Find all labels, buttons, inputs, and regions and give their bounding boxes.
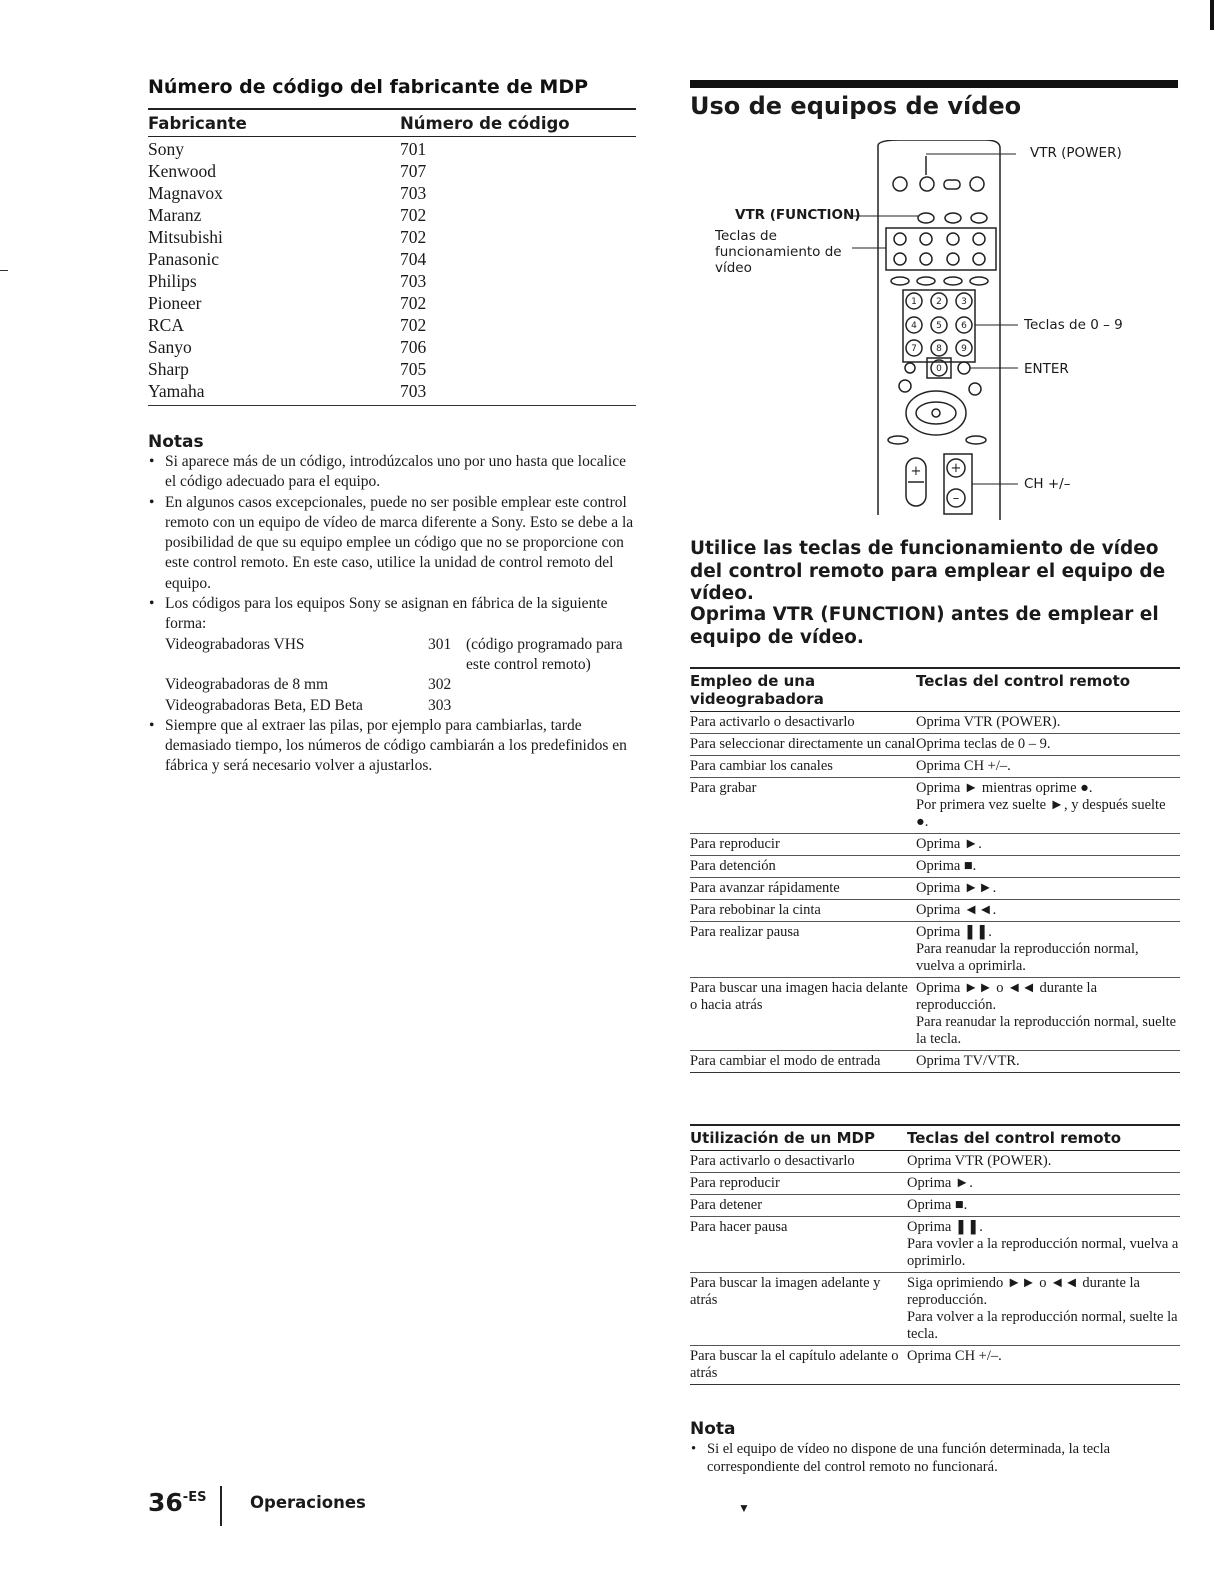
section-rule: [690, 80, 1178, 88]
action-cell: Para grabar: [690, 780, 757, 796]
manufacturer-code: 703: [400, 381, 427, 401]
table-row: [690, 878, 1180, 900]
key-instruction: Oprima teclas de 0 – 9.: [916, 736, 1051, 752]
action-cell: Para reproducir: [690, 1175, 780, 1191]
label-vtr-function: VTR (FUNCTION): [735, 207, 861, 223]
device-code: 301: [428, 635, 452, 653]
svg-text:6: 6: [961, 321, 967, 331]
table-row: [690, 900, 1180, 922]
device-code: 302: [428, 676, 452, 694]
table-header: [690, 1126, 1180, 1151]
key-instruction: Para vovler a la reproducción normal, vuelva a oprimirlo.: [907, 1236, 1179, 1269]
table-row: [690, 778, 1180, 834]
sony-code-row: [148, 635, 636, 676]
table-row: [148, 248, 636, 270]
table-row: [148, 314, 636, 336]
table-row: [148, 182, 636, 204]
key-instruction: Para reanudar la reproducción normal, suelte la tecla.: [916, 1014, 1177, 1047]
vtr-operations-table: [690, 667, 1180, 1073]
table-row: [148, 160, 636, 182]
notes-list: [148, 452, 636, 777]
manufacturer-code: 704: [400, 249, 427, 269]
keys-cell: [916, 1053, 1180, 1070]
key-instruction: Para reanudar la reproducción normal, vuelva a oprimirla.: [916, 941, 1139, 974]
table-row: [690, 756, 1180, 778]
col-header-keys: Teclas del control remoto: [916, 672, 1131, 690]
key-instruction: Para volver a la reproducción normal, suelte la tecla.: [907, 1309, 1178, 1342]
action-cell: Para buscar la imagen adelante y atrás: [690, 1275, 881, 1308]
note-item: • En algunos casos excepcionales, puede no ser posible emplear este control remoto con un equipo de vídeo de marca diferente a Sony. Esto se debe a la posibilidad de que su equipo emplee un código que no se proporcione con este control remoto. En este caso, utilice la unidad de control remoto del equipo.: [148, 493, 636, 594]
note-item: • Los códigos para los equipos Sony se asignan en fábrica de la siguiente forma:: [148, 594, 636, 635]
table-row: [148, 226, 636, 248]
table-body: [690, 1151, 1180, 1384]
key-instruction: Oprima TV/VTR.: [916, 1053, 1020, 1069]
edge-mark: [1210, 0, 1214, 30]
table-row: [690, 978, 1180, 1051]
key-instruction: Por primera vez suelte ►, y después suelte ●.: [916, 797, 1166, 830]
manufacturer-code: 702: [400, 315, 427, 335]
device-label: Videograbadoras Beta, ED Beta: [165, 696, 363, 714]
table-row: [148, 270, 636, 292]
action-cell: Para activarlo o desactivarlo: [690, 714, 855, 730]
key-instruction: Oprima VTR (POWER).: [907, 1153, 1052, 1169]
note-item: • Si aparece más de un código, introdúzcalos uno por uno hasta que localice el código adecuado para el equipo.: [148, 452, 636, 493]
key-instruction: Oprima ■.: [907, 1197, 968, 1213]
table-row: [148, 358, 636, 380]
table-row: [690, 834, 1180, 856]
manufacturer-code: 705: [400, 359, 427, 379]
manufacturer-name: Yamaha: [148, 381, 205, 401]
instruction-use-keys: Utilice las teclas de funcionamiento de vídeo del control remoto para emplear el equipo de vídeo.: [690, 538, 1166, 604]
sony-code-row: [148, 675, 636, 695]
svg-text:0: 0: [936, 364, 942, 374]
keys-cell: [916, 858, 1180, 875]
table-row: [148, 336, 636, 358]
manufacturer-name: Panasonic: [148, 249, 219, 269]
label-enter: ENTER: [1024, 361, 1069, 377]
page-number-value: 36: [148, 1488, 183, 1517]
table-row: [148, 138, 636, 160]
table-row: [690, 734, 1180, 756]
manufacturer-code: 702: [400, 205, 427, 225]
manufacturer-code: 702: [400, 227, 427, 247]
manufacturer-name: Sharp: [148, 359, 189, 379]
keys-cell: [916, 758, 1180, 775]
key-instruction: Oprima CH +/–.: [916, 758, 1011, 774]
page-number: [148, 1488, 206, 1517]
svg-text:2: 2: [936, 297, 942, 307]
table-row: [690, 1195, 1180, 1217]
table-row: [690, 1051, 1180, 1072]
action-cell: Para avanzar rápidamente: [690, 880, 840, 896]
action-cell: Para detener: [690, 1197, 763, 1213]
manufacturer-name: RCA: [148, 315, 184, 335]
action-cell: Para detención: [690, 858, 776, 874]
manufacturer-name: Mitsubishi: [148, 227, 223, 247]
svg-text:8: 8: [936, 344, 942, 354]
action-cell: Para reproducir: [690, 836, 780, 852]
key-instruction: Oprima ► mientras oprime ●.: [916, 780, 1093, 796]
sony-codes-list: [148, 635, 636, 716]
col-header-action: Empleo de una videograbadora: [690, 672, 824, 708]
svg-text:5: 5: [936, 321, 942, 331]
table-row: [690, 1273, 1180, 1346]
mdp-operations-table: [690, 1124, 1180, 1385]
label-vtr-power: VTR (POWER): [1030, 145, 1122, 161]
notes-title: Notas: [148, 432, 204, 452]
manufacturer-name: Sony: [148, 139, 184, 159]
keys-cell: [907, 1275, 1180, 1343]
svg-text:–: –: [952, 491, 960, 506]
keys-cell: [916, 980, 1180, 1048]
key-instruction: Oprima ◄◄.: [916, 902, 997, 918]
table-header: [148, 110, 636, 137]
svg-text:7: 7: [911, 344, 917, 354]
table-row: [690, 1151, 1180, 1173]
device-code: 303: [428, 696, 452, 714]
device-label: Videograbadoras de 8 mm: [165, 676, 329, 694]
svg-text:1: 1: [911, 297, 917, 307]
svg-text:+: +: [950, 461, 962, 476]
col-header-code: Número de código: [400, 114, 570, 133]
svg-text:9: 9: [961, 344, 967, 354]
keys-cell: [907, 1197, 1180, 1214]
table-row: [148, 204, 636, 226]
action-cell: Para rebobinar la cinta: [690, 902, 821, 918]
manufacturer-name: Maranz: [148, 205, 202, 225]
action-cell: Para seleccionar directamente un canal: [690, 736, 916, 752]
mfr-code-title: Número de código del fabricante de MDP: [148, 76, 589, 98]
svg-text:+: +: [910, 464, 922, 479]
manufacturer-name: Philips: [148, 271, 197, 291]
label-number-keys: Teclas de 0 – 9: [1024, 317, 1123, 333]
manufacturer-code: 701: [400, 139, 427, 159]
footer-divider: [220, 1486, 222, 1526]
col-header-manufacturer: Fabricante: [148, 114, 247, 133]
manufacturer-code: 702: [400, 293, 427, 313]
section-title: Uso de equipos de vídeo: [690, 92, 1022, 120]
table-row: [148, 380, 636, 402]
table-body: [148, 137, 636, 405]
manufacturer-name: Sanyo: [148, 337, 192, 357]
keys-cell: [916, 736, 1180, 753]
key-instruction: Oprima ►.: [916, 836, 982, 852]
note-item: • Siempre que al extraer las pilas, por ejemplo para cambiarlas, tarde demasiado tiempo, los números de código cambiarán a los predefinidos en fábrica y será necesario volver a ajustarlos.: [148, 716, 636, 777]
manufacturer-code: 706: [400, 337, 427, 357]
table-row: [690, 712, 1180, 734]
manufacturer-name: Magnavox: [148, 183, 223, 203]
manufacturer-name: Kenwood: [148, 161, 217, 181]
keys-cell: [916, 924, 1180, 975]
manufacturer-code: 703: [400, 183, 427, 203]
keys-cell: [916, 902, 1180, 919]
sony-code-row: [148, 696, 636, 716]
manufacturer-name: Pioneer: [148, 293, 202, 313]
key-instruction: Oprima ❚❚.: [907, 1219, 983, 1235]
table-header: [690, 669, 1180, 712]
keys-cell: [916, 780, 1180, 831]
keys-cell: [907, 1219, 1180, 1270]
key-instruction: Oprima ►.: [907, 1175, 973, 1191]
manufacturer-code: 707: [400, 161, 427, 181]
table-row: [690, 1217, 1180, 1273]
keys-cell: [916, 836, 1180, 853]
instruction-press-vtr-function: Oprima VTR (FUNCTION) antes de emplear el equipo de vídeo.: [690, 604, 1159, 648]
table-row: [690, 1346, 1180, 1384]
remote-control-illustration: [700, 140, 1170, 530]
keys-cell: [916, 714, 1180, 731]
manufacturer-code: 703: [400, 271, 427, 291]
keys-cell: [907, 1153, 1180, 1170]
col-header-action: Utilización de un MDP: [690, 1129, 875, 1147]
key-instruction: Oprima VTR (POWER).: [916, 714, 1061, 730]
action-cell: Para cambiar los canales: [690, 758, 833, 774]
table-body: [690, 712, 1180, 1072]
key-instruction: Oprima ■.: [916, 858, 977, 874]
note-title: Nota: [690, 1419, 736, 1439]
footer-section-name: Operaciones: [250, 1493, 366, 1512]
key-instruction: Oprima ►► o ◄◄ durante la reproducción.: [916, 980, 1098, 1013]
action-cell: Para hacer pausa: [690, 1219, 788, 1235]
device-note: (código programado para este control remoto): [466, 635, 623, 673]
device-label: Videograbadoras VHS: [165, 635, 305, 653]
svg-text:3: 3: [961, 297, 967, 307]
action-cell: Para buscar una imagen hacia delante o hacia atrás: [690, 980, 908, 1013]
label-video-keys: Teclas de funcionamiento de vídeo: [715, 228, 842, 276]
note-text: • Si el equipo de vídeo no dispone de una función determinada, la tecla correspondiente del control remoto no funcionará.: [690, 1440, 1197, 1476]
action-cell: Para cambiar el modo de entrada: [690, 1053, 881, 1069]
key-instruction: Oprima ❚❚.: [916, 924, 992, 940]
keys-cell: [916, 880, 1180, 897]
label-ch: CH +/–: [1024, 476, 1071, 492]
action-cell: Para activarlo o desactivarlo: [690, 1153, 855, 1169]
key-instruction: Oprima CH +/–.: [907, 1348, 1002, 1364]
key-instruction: Siga oprimiendo ►► o ◄◄ durante la reproducción.: [907, 1275, 1140, 1308]
table-row: [690, 856, 1180, 878]
table-row: [148, 292, 636, 314]
margin-tick: [0, 270, 8, 271]
manufacturer-code-table: [148, 108, 636, 406]
bottom-marker: ▼: [738, 1501, 750, 1515]
action-cell: Para realizar pausa: [690, 924, 800, 940]
page-suffix: -ES: [182, 1490, 207, 1505]
key-instruction: Oprima ►►.: [916, 880, 997, 896]
keys-cell: [907, 1175, 1180, 1192]
table-row: [690, 922, 1180, 978]
col-header-keys: Teclas del control remoto: [907, 1129, 1122, 1147]
keys-cell: [907, 1348, 1180, 1382]
table-row: [690, 1173, 1180, 1195]
action-cell: Para buscar la el capítulo adelante o atrás: [690, 1348, 899, 1381]
svg-text:4: 4: [911, 321, 917, 331]
